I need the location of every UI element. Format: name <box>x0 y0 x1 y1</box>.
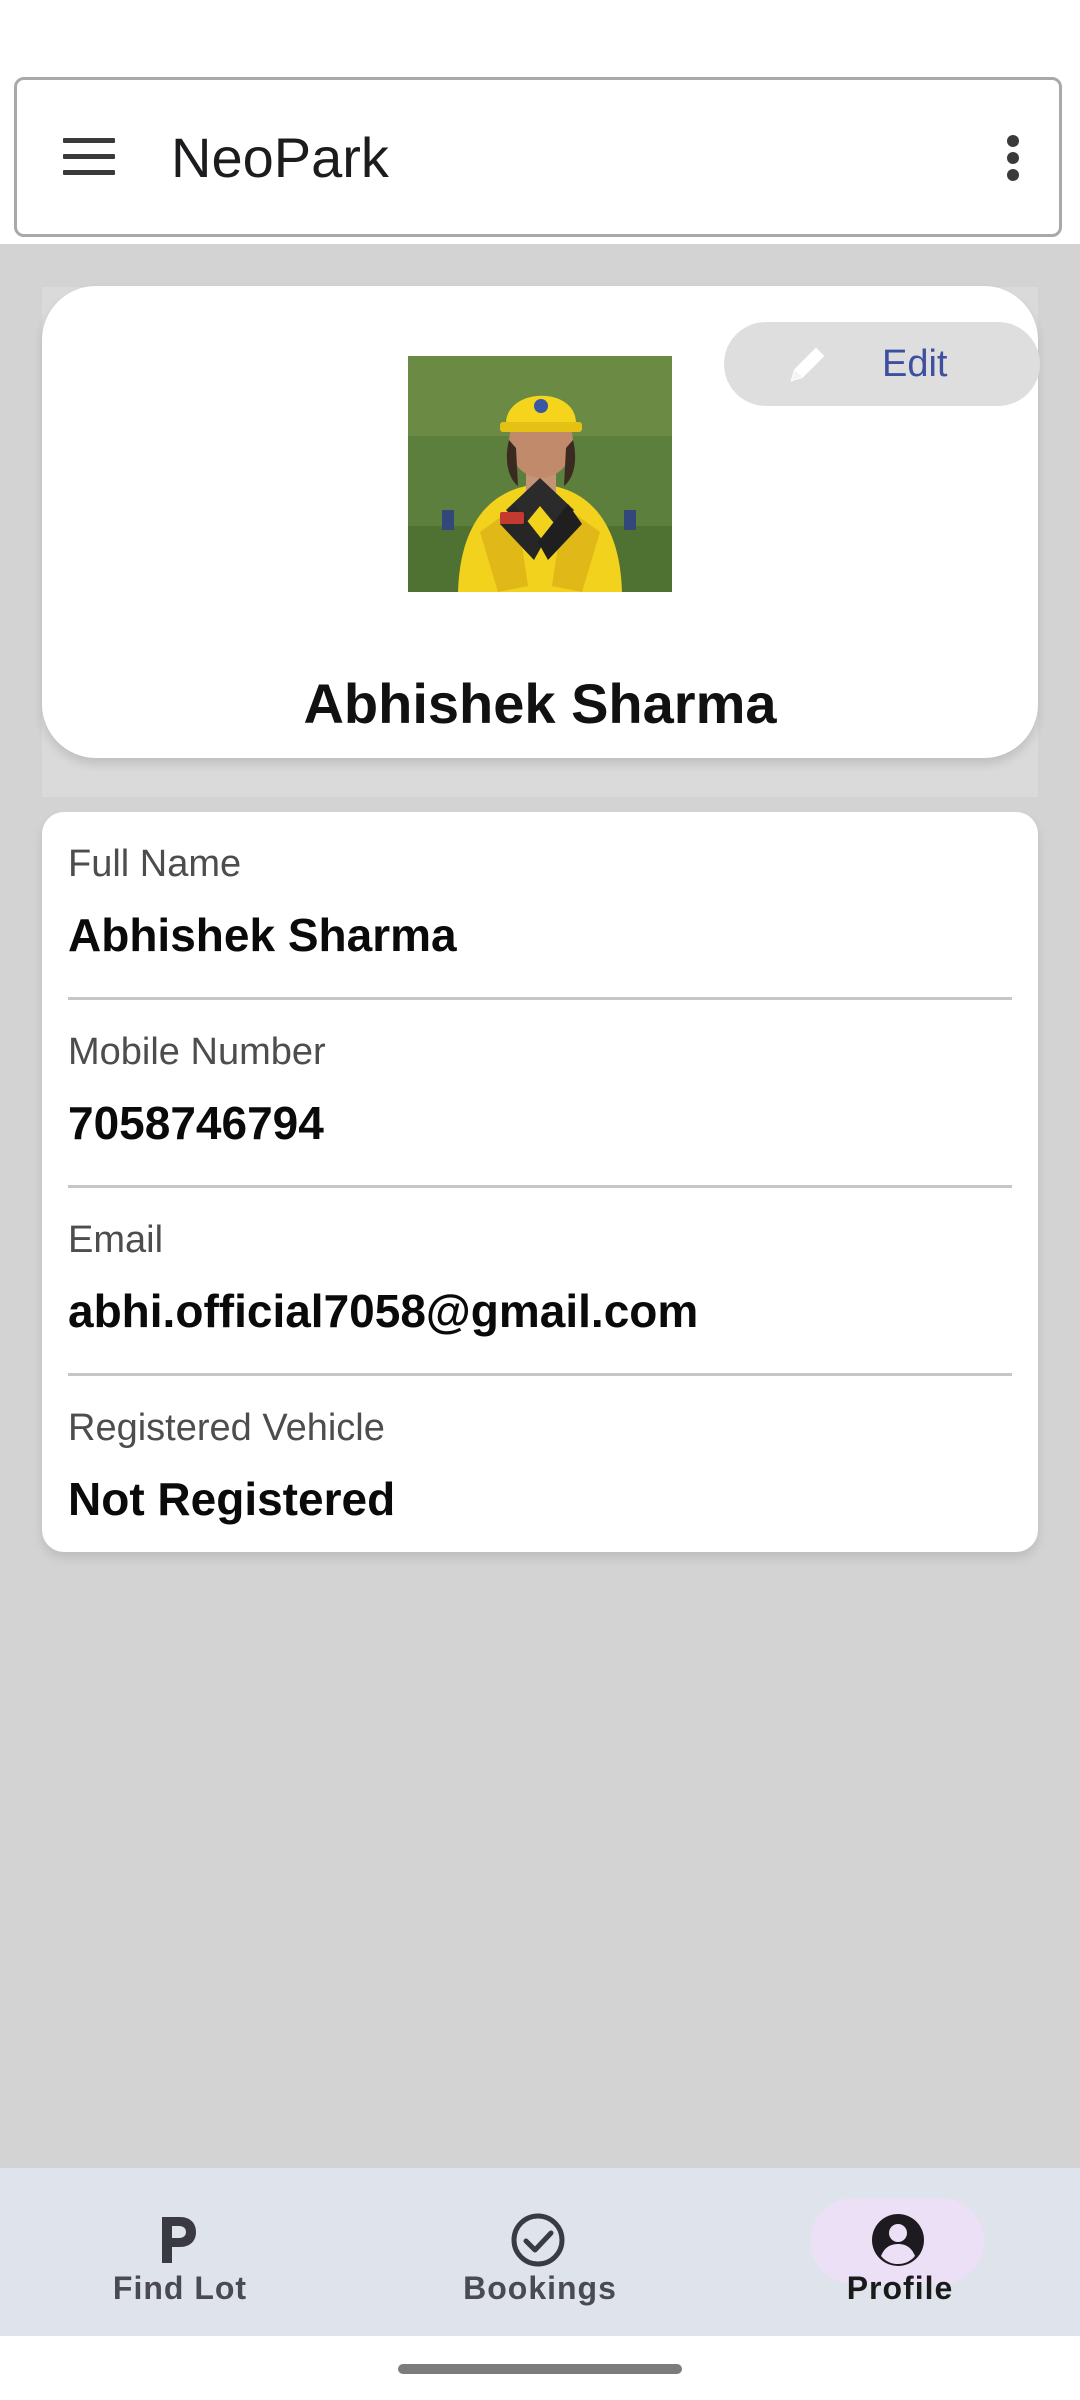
app-title: NeoPark <box>171 126 389 189</box>
more-vert-icon[interactable] <box>989 124 1037 192</box>
full-name-value: Abhishek Sharma <box>68 909 457 961</box>
email-label: Email <box>68 1219 164 1261</box>
top-app-bar <box>14 77 1062 237</box>
nav-label-bookings: Bookings <box>463 2270 617 2306</box>
registered-vehicle-value: Not Registered <box>68 1473 396 1525</box>
mobile-number-value: 7058746794 <box>68 1097 324 1149</box>
pencil-icon <box>786 342 830 386</box>
parking-icon <box>146 2208 210 2272</box>
detail-row-full-name <box>68 812 1012 1000</box>
nav-label-find-lot: Find Lot <box>112 2270 248 2306</box>
profile-avatar <box>408 356 672 592</box>
detail-row-email <box>68 1188 1012 1376</box>
profile-name: Abhishek Sharma <box>303 672 777 735</box>
profile-details-card <box>42 812 1038 1552</box>
profile-card <box>42 286 1038 758</box>
edit-profile-button[interactable] <box>724 322 1040 406</box>
email-value: abhi.official7058@gmail.com <box>68 1285 699 1337</box>
status-bar <box>0 0 1080 70</box>
bottom-navigation-bar <box>0 2168 1080 2336</box>
gesture-handle[interactable] <box>398 2364 682 2374</box>
nav-item-bookings[interactable] <box>360 2168 720 2336</box>
profile-screen <box>0 244 1080 2168</box>
edit-button-label: Edit <box>882 342 948 385</box>
nav-label-profile: Profile <box>846 2270 954 2306</box>
registered-vehicle-label: Registered Vehicle <box>68 1407 385 1449</box>
nav-item-profile[interactable] <box>720 2168 1080 2336</box>
detail-row-mobile-number <box>68 1000 1012 1188</box>
account-circle-icon <box>866 2208 930 2272</box>
check-circle-icon <box>506 2208 570 2272</box>
mobile-number-label: Mobile Number <box>68 1031 326 1073</box>
nav-item-find-lot[interactable] <box>0 2168 360 2336</box>
hamburger-menu-icon[interactable] <box>63 130 115 182</box>
detail-row-registered-vehicle <box>68 1376 1012 1564</box>
full-name-label: Full Name <box>68 843 242 885</box>
system-navigation-area <box>0 2336 1080 2400</box>
